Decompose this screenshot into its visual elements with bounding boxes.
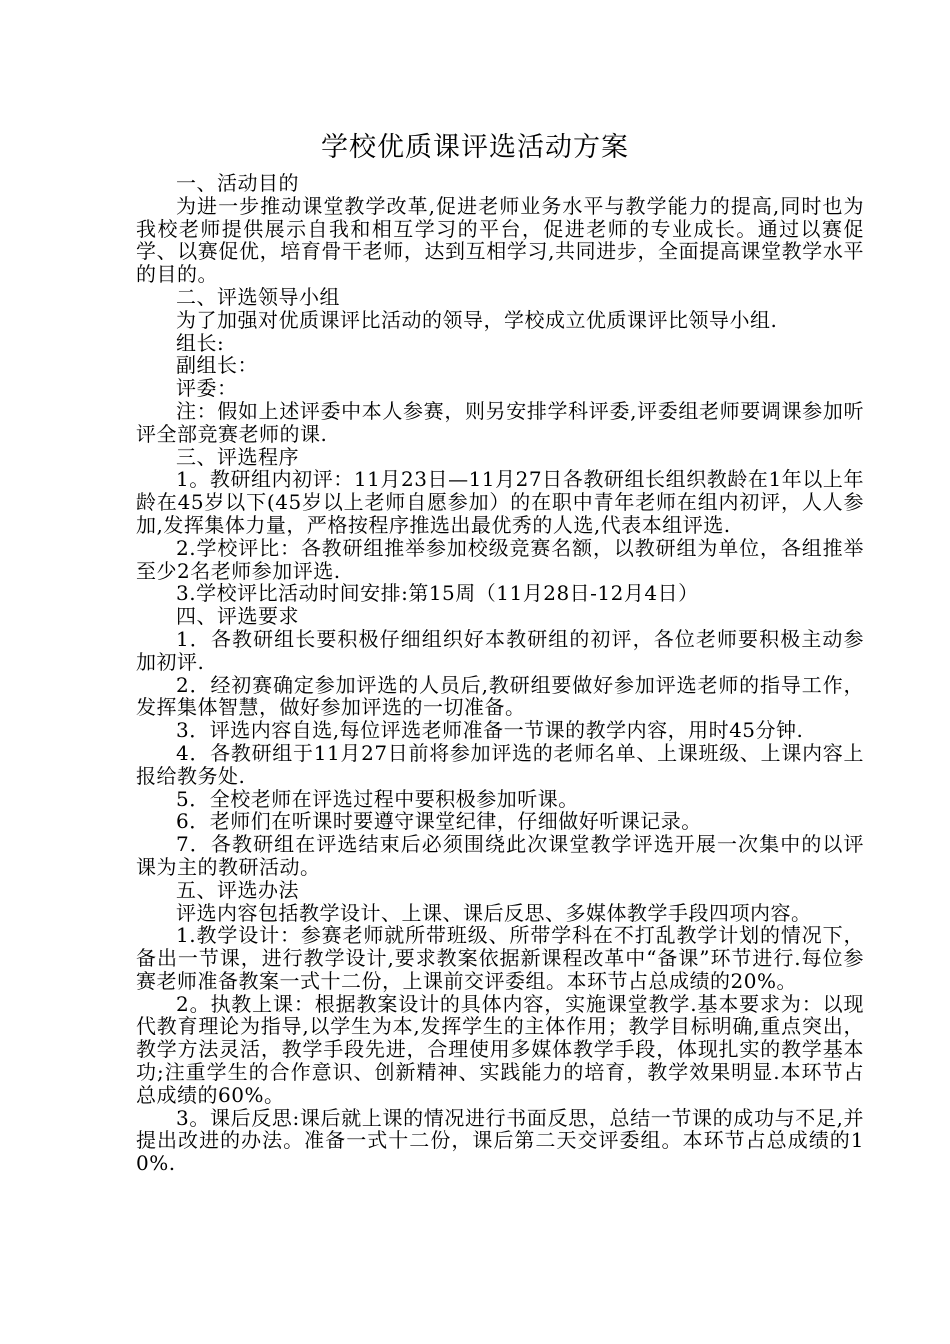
requirement-item-7: 7．各教研组在评选结束后必须围绕此次课堂教学评选开展一次集中的以评课为主的教研活动。 xyxy=(136,832,864,879)
procedure-item-3: 3.学校评比活动时间安排:第15周（11月28日-12月4日） xyxy=(176,581,699,606)
method-item-3: 3。课后反思:课后就上课的情况进行书面反思，总结一节课的成功与不足,并提出改进的办法。准备一式十二份，课后第二天交评委组。本环节占总成绩的10%. xyxy=(136,1105,864,1176)
deputy-leader-line: 副组长： xyxy=(176,353,258,378)
requirement-item-5: 5．全校老师在评选过程中要积极参加听课。 xyxy=(176,786,579,811)
team-leader-line: 组长: xyxy=(176,330,225,355)
judges-line: 评委： xyxy=(176,376,238,401)
requirement-item-4: 4．各教研组于11月27日前将参加评选的老师名单、上课班级、上课内容上报给教务处. xyxy=(136,740,864,788)
heading-method: 五、评选办法 xyxy=(176,877,299,902)
heading-requirements: 四、评选要求 xyxy=(176,604,299,629)
document-body xyxy=(136,172,864,1175)
requirement-item-6: 6．老师们在听课时要遵守课堂纪律，仔细做好听课记录。 xyxy=(176,809,702,834)
heading-leadership: 二、评选领导小组 xyxy=(176,284,340,309)
heading-purpose: 一、活动目的 xyxy=(176,171,299,195)
heading-procedure: 三、评选程序 xyxy=(176,444,299,469)
method-item-1: 1.教学设计：参赛老师就所带班级、所带学科在不打乱教学计划的情况下，备出一节课，进行教学设计,要求教案依据新课程改革中“备课”环节进行.每位参赛老师准备教案一式十二份，上课前交评委组。本环节占总成绩的20%。 xyxy=(136,923,864,993)
procedure-item-1: 1。教研组内初评：11月23日—11月27日各教研组长组织教龄在1年以上年龄在45岁以下(45岁以上老师自愿参加）的在职中青年老师在组内初评，人人参加,发挥集体力量，严格按程序推选出最优秀的人选,代表本组评选. xyxy=(136,467,864,537)
document-title: 学校优质课评选活动方案 xyxy=(321,132,629,163)
method-intro: 评选内容包括教学设计、上课、课后反思、多媒体教学手段四项内容。 xyxy=(176,900,812,925)
method-item-2: 2。执教上课：根据教案设计的具体内容，实施课堂教学.基本要求为：以现代教育理论为指导,以学生为本,发挥学生的主体作用；教学目标明确,重点突出，教学方法灵活，教学手段先进，合理使用多媒体教学手段，体现扎实的教学基本功;注重学生的合作意识、创新精神、实践能力的培育，教学效果明显.本环节占总成绩的60%。 xyxy=(136,991,864,1107)
requirement-item-2: 2．经初赛确定参加评选的人员后,教研组要做好参加评选老师的指导工作，发挥集体智慧，做好参加评选的一切准备。 xyxy=(136,672,864,720)
requirement-item-3: 3．评选内容自选,每位评选老师准备一节课的教学内容，用时45分钟. xyxy=(176,718,804,743)
procedure-item-2: 2.学校评比：各教研组推举参加校级竞赛名额，以教研组为单位，各组推举至少2名老师参加评选. xyxy=(136,535,864,583)
paragraph-leadership: 为了加强对优质课评比活动的领导，学校成立优质课评比领导小组. xyxy=(176,307,778,332)
paragraph-purpose: 为进一步推动课堂教学改革,促进老师业务水平与教学能力的提高,同时也为我校老师提供展示自我和相互学习的平台，促进老师的专业成长。通过以赛促学、以赛促优，培育骨干老师，达到互相学习,共同进步，全面提高课堂教学水平的目的。 xyxy=(136,193,864,287)
requirement-item-1: 1．各教研组长要积极仔细组织好本教研组的初评，各位老师要积极主动参加初评. xyxy=(136,626,864,674)
note-paragraph: 注：假如上述评委中本人参赛，则另安排学科评委,评委组老师要调课参加听评全部竞赛老师的课. xyxy=(136,398,864,446)
